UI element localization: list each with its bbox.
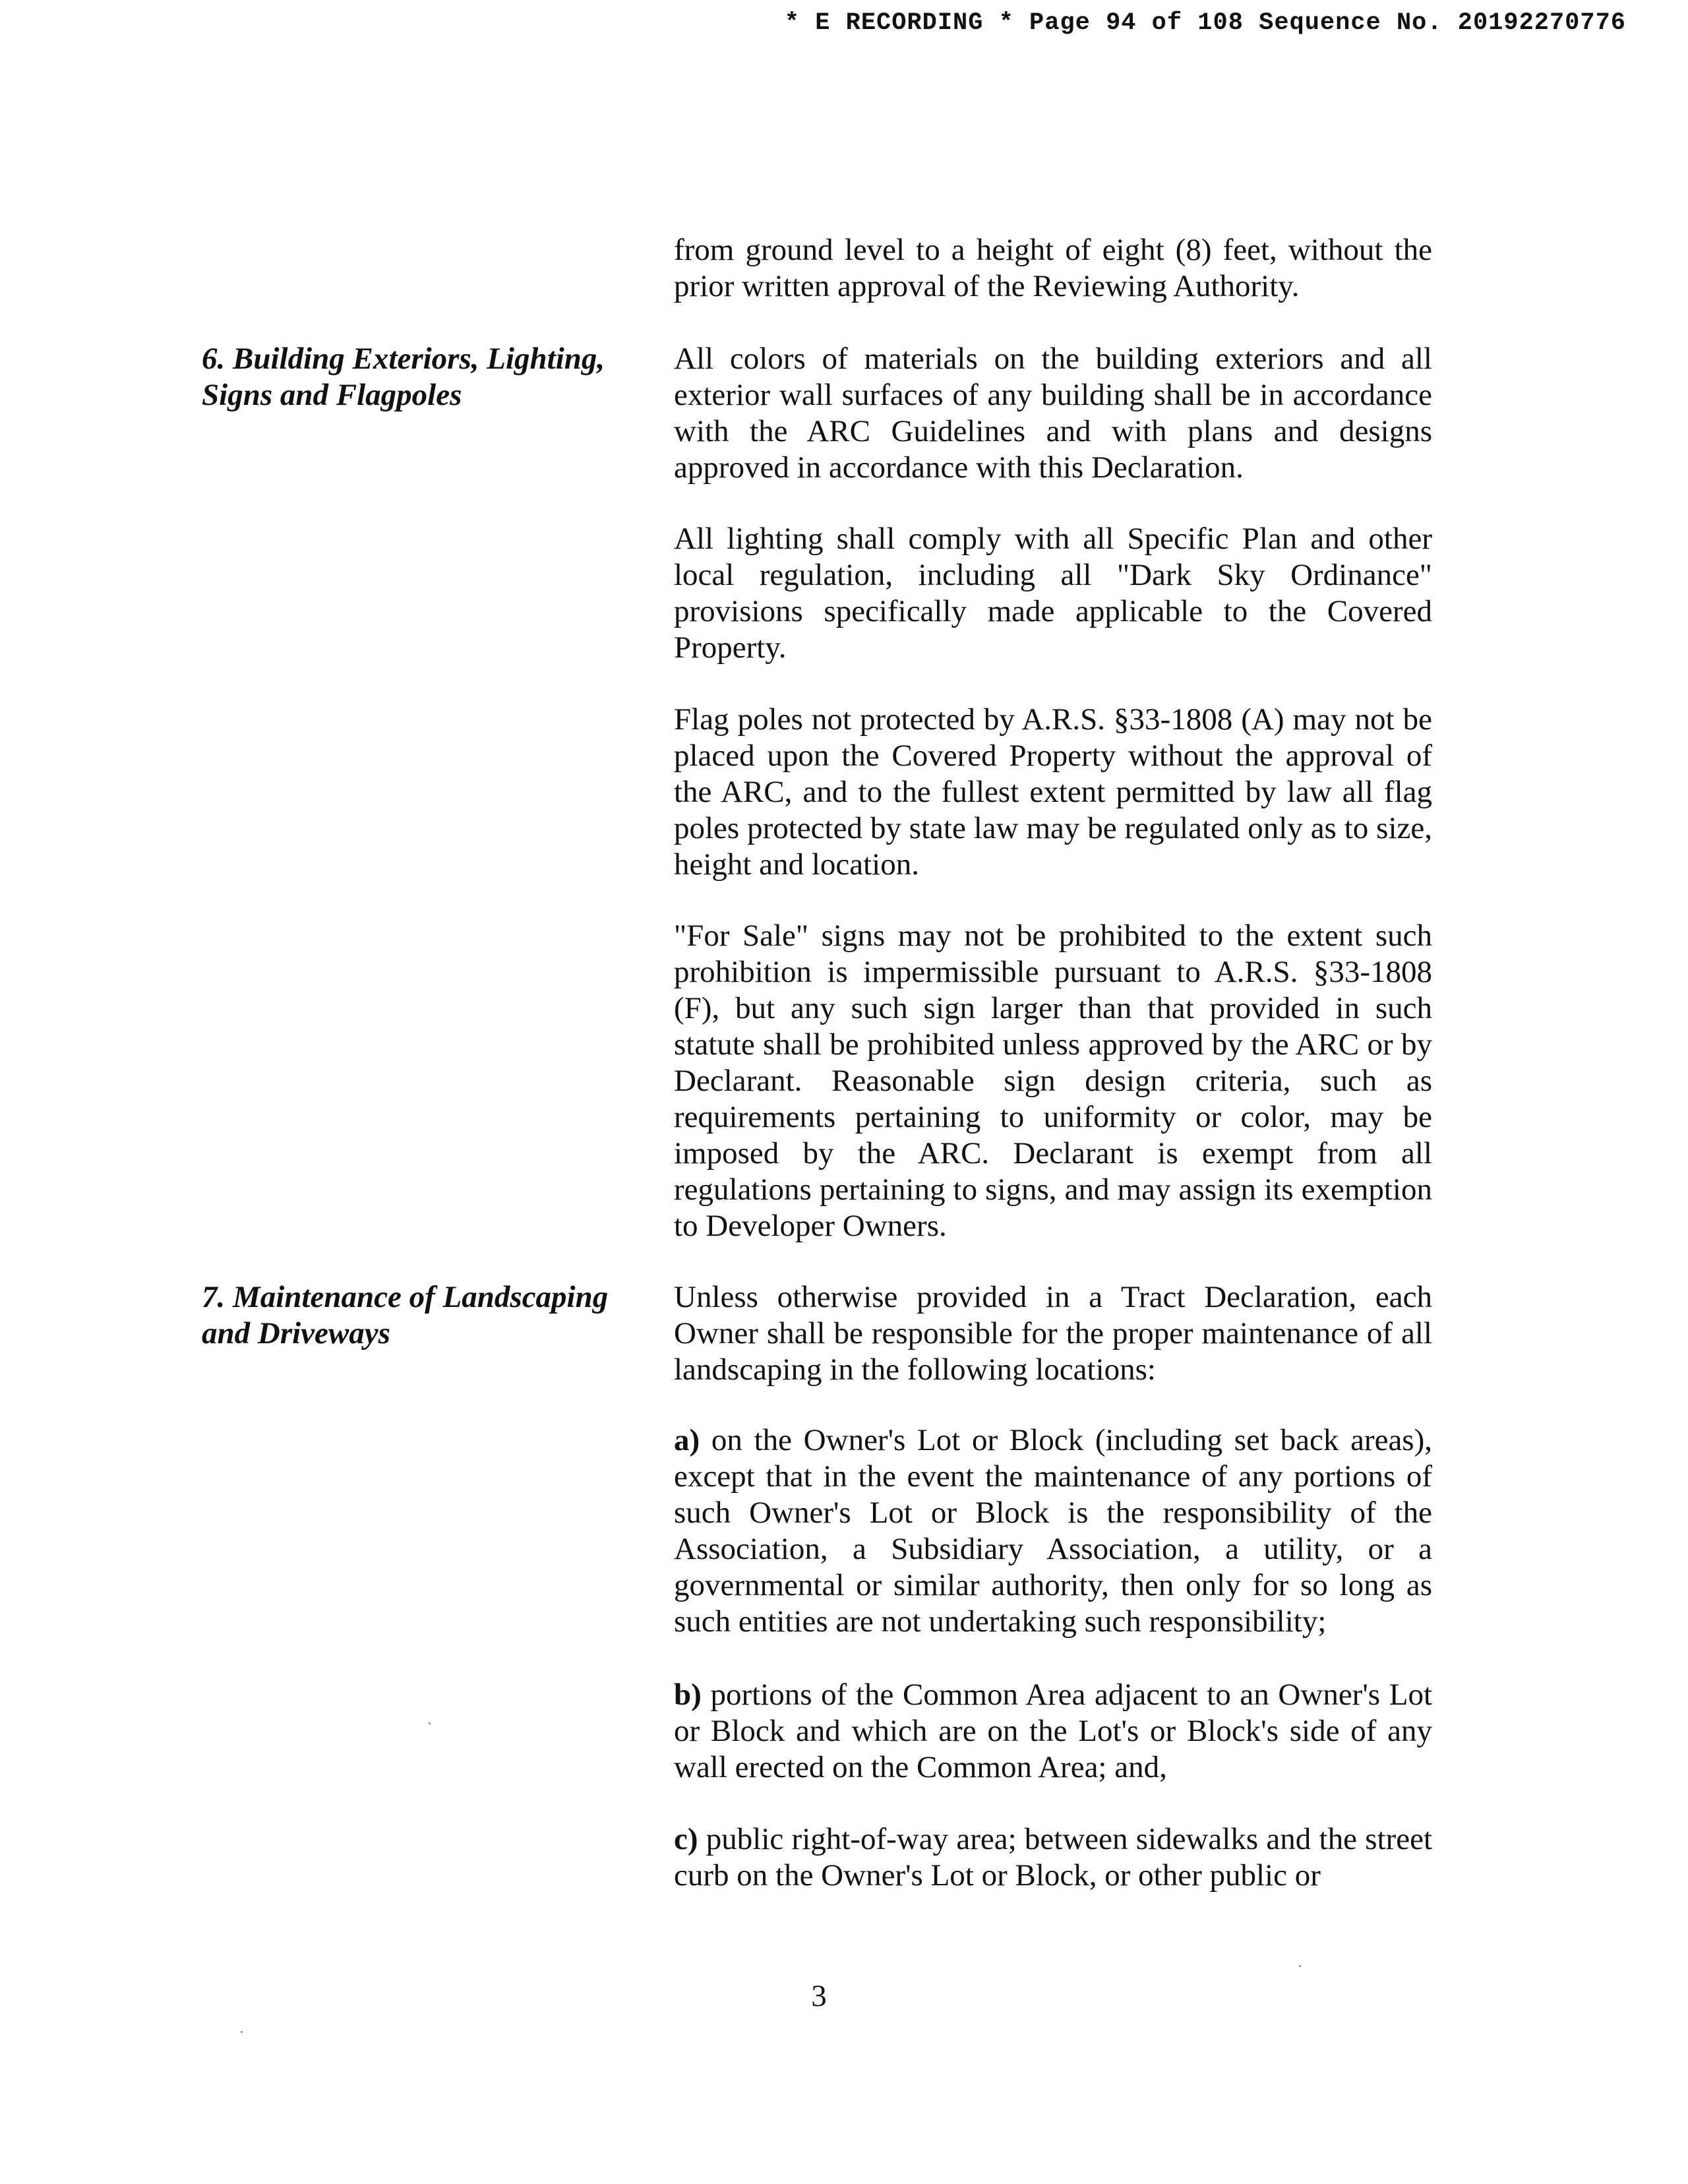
scan-speck	[429, 1722, 431, 1724]
section-6-lighting-paragraph: All lighting shall comply with all Specific Plan and other local regulation, including all "Dark Sky Ordinance" provisions specifically made applicable to the Covered Property.	[674, 522, 1432, 665]
continuation-paragraph: from ground level to a height of eight (8) feet, without the prior written approval of the Reviewing Authority.	[674, 233, 1432, 303]
section-6-signs-paragraph: "For Sale" signs may not be prohibited to the extent such prohibition is impermissible pursuant to A.R.S. §33-1808 (F), but any such sign larger than that provided in such statute shall be prohibited unless approved by the ARC or by Declarant. Reasonable sign design criteria, such as requirements pertaining to uniformity or color, may be imposed by the ARC. Declarant is exempt from all regulations pertaining to signs, and may assign its exemption to Developer Owners.	[674, 919, 1432, 1243]
section-6-flagpoles-paragraph: Flag poles not protected by A.R.S. §33-1808 (A) may not be placed upon the Covered Property without the approval of the ARC, and to the fullest extent permitted by law all flag poles protected by state law may be regulated only as to size, height and location.	[674, 702, 1432, 882]
recording-header: * E RECORDING * Page 94 of 108 Sequence No. 20192270776	[784, 9, 1626, 37]
section-7-item-b	[674, 1677, 1432, 1786]
section-7-item-a	[674, 1422, 1432, 1640]
section-6-exterior-colors-paragraph: All colors of materials on the building exteriors and all exterior wall surfaces of any building shall be in accordance with the ARC Guidelines and with plans and designs approved in accordance with this Declaration.	[674, 342, 1432, 485]
section-7-intro-paragraph: Unless otherwise provided in a Tract Declaration, each Owner shall be responsible for the proper maintenance of all landscaping in the following locations:	[674, 1280, 1432, 1387]
page-number: 3	[811, 1979, 827, 2013]
item-b-text: portions of the Common Area adjacent to an Owner's Lot or Block and which are on the Lot's or Block's side of any wall erected on the Common Area; and,	[674, 1678, 1433, 1784]
section-7-item-c	[674, 1821, 1432, 1894]
scan-speck	[1299, 1965, 1301, 1967]
scan-speck	[241, 2031, 243, 2033]
item-a-text: on the Owner's Lot or Block (including set back areas), except that in the event the maintenance of any portions of such Owner's Lot or Block is the responsibility of the Association, a Subsidiary Association, a utility, or a governmental or similar authority, then only for so long as such entities are not undertaking such responsibility;	[674, 1423, 1432, 1639]
section-7-heading: 7. Maintenance of Landscaping and Driveways	[202, 1280, 609, 1350]
item-b-label: b)	[674, 1678, 702, 1712]
item-c-label: c)	[674, 1822, 698, 1856]
item-c-text: public right-of-way area; between sidewalks and the street curb on the Owner's Lot or Block, or other public or	[674, 1822, 1433, 1893]
section-6-heading: 6. Building Exteriors, Lighting, Signs and Flagpoles	[202, 342, 605, 412]
item-a-label: a)	[674, 1423, 700, 1457]
